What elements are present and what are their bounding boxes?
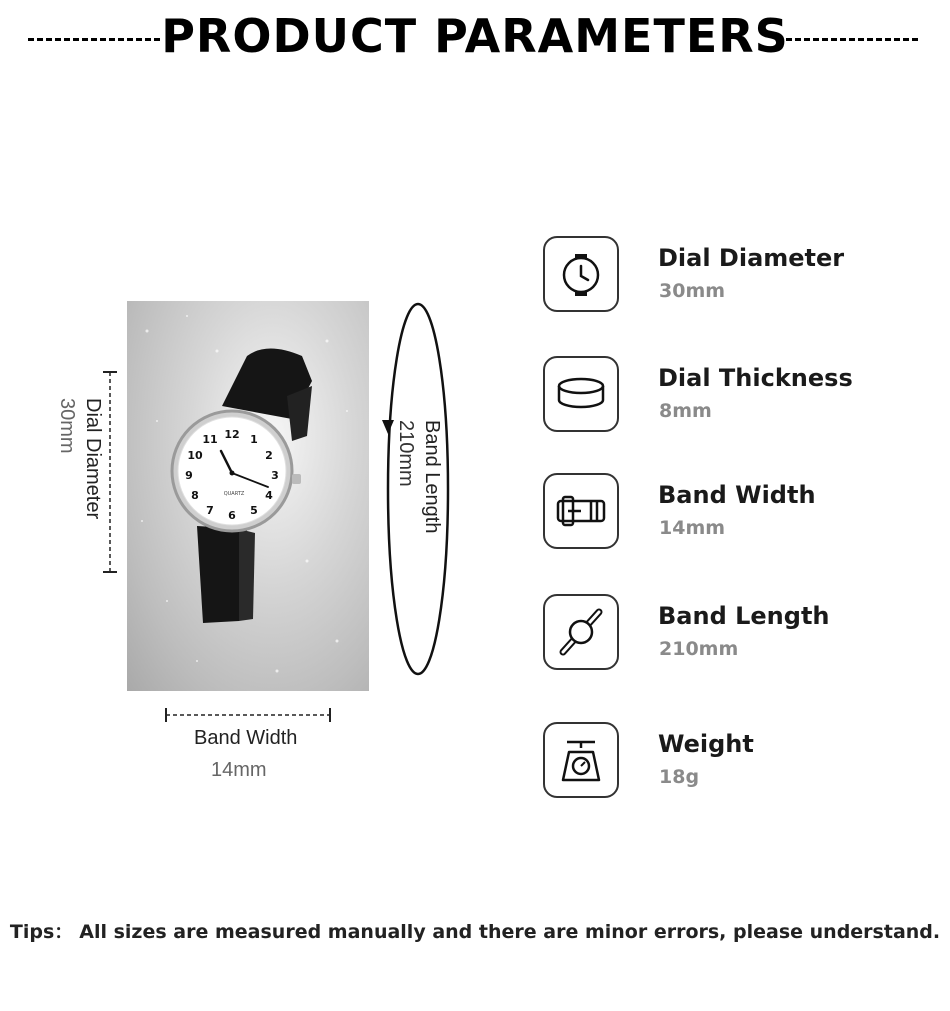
scale-icon [543,722,619,798]
watch-illustration [127,301,369,691]
dial-number: 9 [185,469,193,482]
page-title: PRODUCT PARAMETERS [161,9,789,63]
band-length-icon [543,594,619,670]
band-buckle-icon [543,473,619,549]
spec-dial-thickness [543,356,883,438]
dial-number: 2 [265,449,273,462]
spec-value: 30mm [659,280,726,302]
spec-label: Band Length [658,602,830,630]
dial-number: 1 [250,433,258,446]
spec-dial-diameter [543,236,883,318]
spec-band-length [543,594,883,676]
product-photo [127,301,369,691]
tips-note [0,917,950,944]
dial-number: 11 [202,433,218,446]
dial-brand-text: QUARTZ [223,491,245,497]
band-length-annotation-label: Band Length [421,420,443,534]
dial-number: 6 [228,509,236,522]
tips-text: All sizes are measured manually and there are minor errors, please understand. [79,921,941,943]
spec-label: Dial Diameter [658,244,845,272]
spec-label: Dial Thickness [658,364,853,392]
band-length-annotation-value: 210mm [395,420,417,487]
dial-number: 8 [191,489,199,502]
dial-number: 3 [271,469,279,482]
thickness-icon [543,356,619,432]
watch-icon [543,236,619,312]
dial-number: 10 [187,449,203,462]
band-length-annotation [385,420,445,570]
dial-diameter-annotation-label: Dial Diameter [82,398,104,520]
spec-value: 210mm [659,638,739,660]
dial-number: 7 [206,504,214,517]
dial-number: 12 [224,428,240,441]
band-width-dimension-line [164,706,332,724]
dial-number: 5 [250,504,258,517]
band-width-annotation-value: 14mm [211,759,267,781]
spec-value: 8mm [659,400,712,422]
dial-number: 4 [265,489,273,502]
tips-label: Tips： [9,921,74,943]
header-dash-right [786,38,918,41]
dial-diameter-annotation [46,398,106,548]
spec-value: 14mm [659,517,726,539]
dial-diameter-annotation-value: 30mm [56,398,78,454]
spec-value: 18g [659,766,700,788]
spec-weight [543,722,883,804]
spec-label: Band Width [658,481,816,509]
spec-label: Weight [658,730,754,758]
spec-band-width [543,473,883,555]
band-width-annotation-label: Band Width [194,727,298,749]
